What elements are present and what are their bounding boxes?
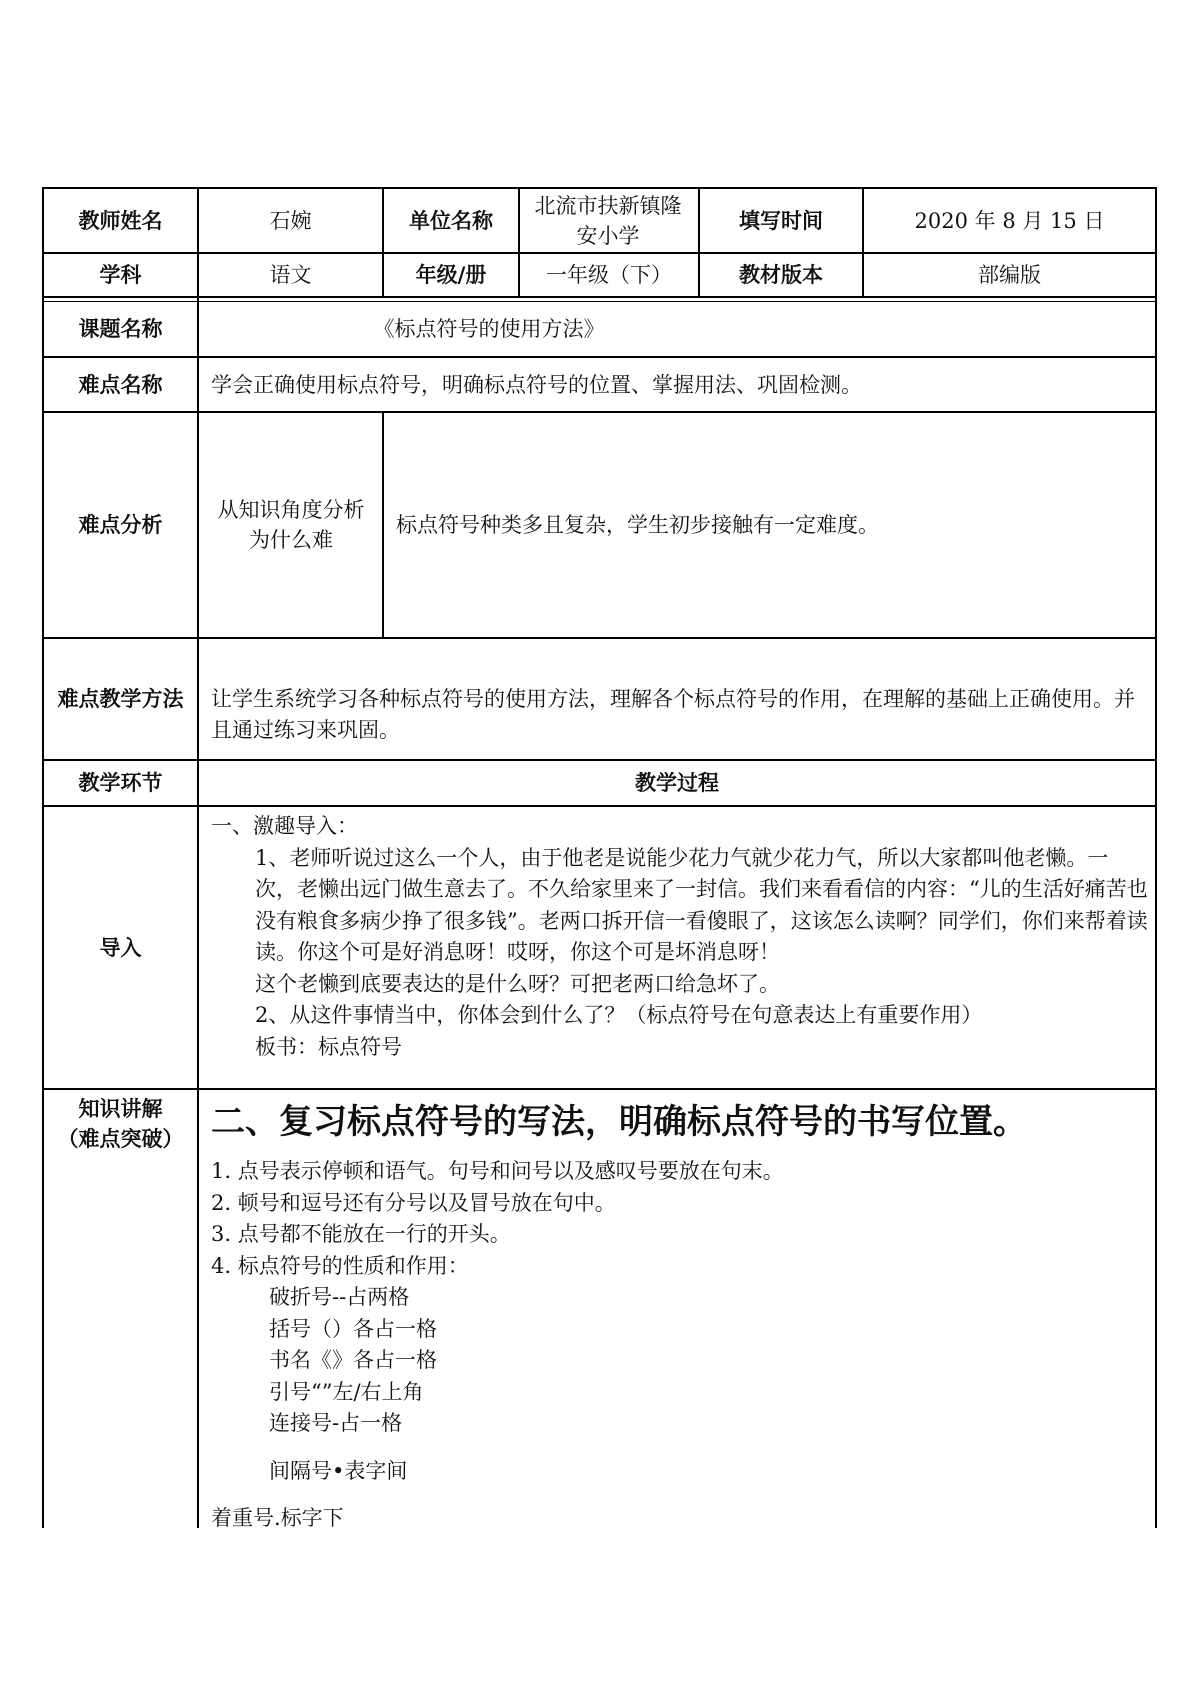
knowledge-item: 2. 顿号和逗号还有分号以及冒号放在句中。 xyxy=(211,1190,616,1215)
intro-para-1: 1、老师听说过这么一个人，由于他老是说能少花力气就少花力气，所以大家都叫他老懒。一次，老懒出远门做生意去了。不久给家里来了一封信。我们来看看信的内容：“儿的生活好痛苦也没有粮食多病少挣了很多钱”。老两口拆开信一看傻眼了，这该怎么读啊？同学们，你们来帮着读读。你这个可是好消息呀！哎呀，你这个可是坏消息呀！ xyxy=(255,845,1148,964)
knowledge-subitem: 括号（）各占一格 xyxy=(269,1316,437,1341)
rule xyxy=(42,1088,1157,1090)
rule xyxy=(42,805,1157,807)
knowledge-heading: 二、复习标点符号的写法，明确标点符号的书写位置。 xyxy=(211,1102,1027,1142)
knowledge-item: 4. 标点符号的性质和作用： xyxy=(211,1253,469,1278)
teacher-label: 教师姓名 xyxy=(78,208,163,233)
difficulty-value: 学会正确使用标点符号，明确标点符号的位置、掌握用法、巩固检测。 xyxy=(211,372,862,397)
knowledge-label-line1: 知识讲解 xyxy=(78,1097,163,1121)
intro-para-2: 这个老懒到底要表达的是什么呀？可把老两口给急坏了。 xyxy=(255,971,780,996)
difficulty-label: 难点名称 xyxy=(78,372,163,397)
intro-label: 导入 xyxy=(99,935,142,960)
knowledge-emphasis: 着重号.标字下 xyxy=(211,1506,344,1530)
knowledge-label-line2: （难点突破） xyxy=(57,1127,184,1151)
knowledge-subitem: 连接号-占一格 xyxy=(269,1411,403,1435)
edition-label: 教材版本 xyxy=(739,263,823,287)
knowledge-subitem: 引号“”左/右上角 xyxy=(269,1379,424,1404)
date-value: 2020 年 8 月 15 日 xyxy=(914,208,1105,233)
teacher-value: 石婉 xyxy=(269,208,312,233)
intro-para-3: 2、从这件事情当中，你体会到什么了？（标点符号在句意表达上有重要作用） xyxy=(255,1003,983,1027)
knowledge-subitem: 书名《》各占一格 xyxy=(269,1348,437,1372)
knowledge-interval: 间隔号•表字间 xyxy=(269,1458,408,1483)
topic-value: 《标点符号的使用方法》 xyxy=(373,317,605,341)
topic-label: 课题名称 xyxy=(78,317,163,341)
grade-value: 一年级（下） xyxy=(546,263,672,287)
date-label: 填写时间 xyxy=(739,208,823,233)
analysis-label: 难点分析 xyxy=(78,513,163,537)
rule xyxy=(42,637,1157,639)
subject-label: 学科 xyxy=(99,263,142,287)
intro-para-4: 板书：标点符号 xyxy=(255,1034,402,1059)
intro-content xyxy=(211,811,1149,1063)
knowledge-subitem: 破折号--占两格 xyxy=(269,1285,410,1309)
analysis-value: 标点符号种类多且复杂，学生初步接触有一定难度。 xyxy=(396,513,879,537)
method-value: 让学生系统学习各种标点符号的使用方法，理解各个标点符号的作用，在理解的基础上正确使用。并且通过练习来巩固。 xyxy=(211,687,1135,742)
unit-label: 单位名称 xyxy=(409,208,493,233)
stage-header: 教学环节 xyxy=(78,771,163,795)
subject-value: 语文 xyxy=(269,263,312,287)
method-label: 难点教学方法 xyxy=(57,687,184,711)
rule xyxy=(1155,187,1157,1528)
analysis-sub-label: 从知识角度分析为什么难 xyxy=(217,498,365,552)
unit-value: 北流市扶新镇隆安小学 xyxy=(534,193,682,248)
rule xyxy=(42,296,1157,298)
knowledge-item: 1. 点号表示停顿和语气。句号和问号以及感叹号要放在句末。 xyxy=(211,1159,784,1183)
knowledge-content xyxy=(211,1100,1149,1535)
process-header: 教学过程 xyxy=(635,771,719,795)
intro-title: 一、激趣导入： xyxy=(211,814,358,838)
edition-value: 部编版 xyxy=(978,263,1041,287)
knowledge-label xyxy=(44,1094,197,1154)
grade-label: 年级/册 xyxy=(415,263,487,287)
knowledge-item: 3. 点号都不能放在一行的开头。 xyxy=(211,1222,511,1246)
